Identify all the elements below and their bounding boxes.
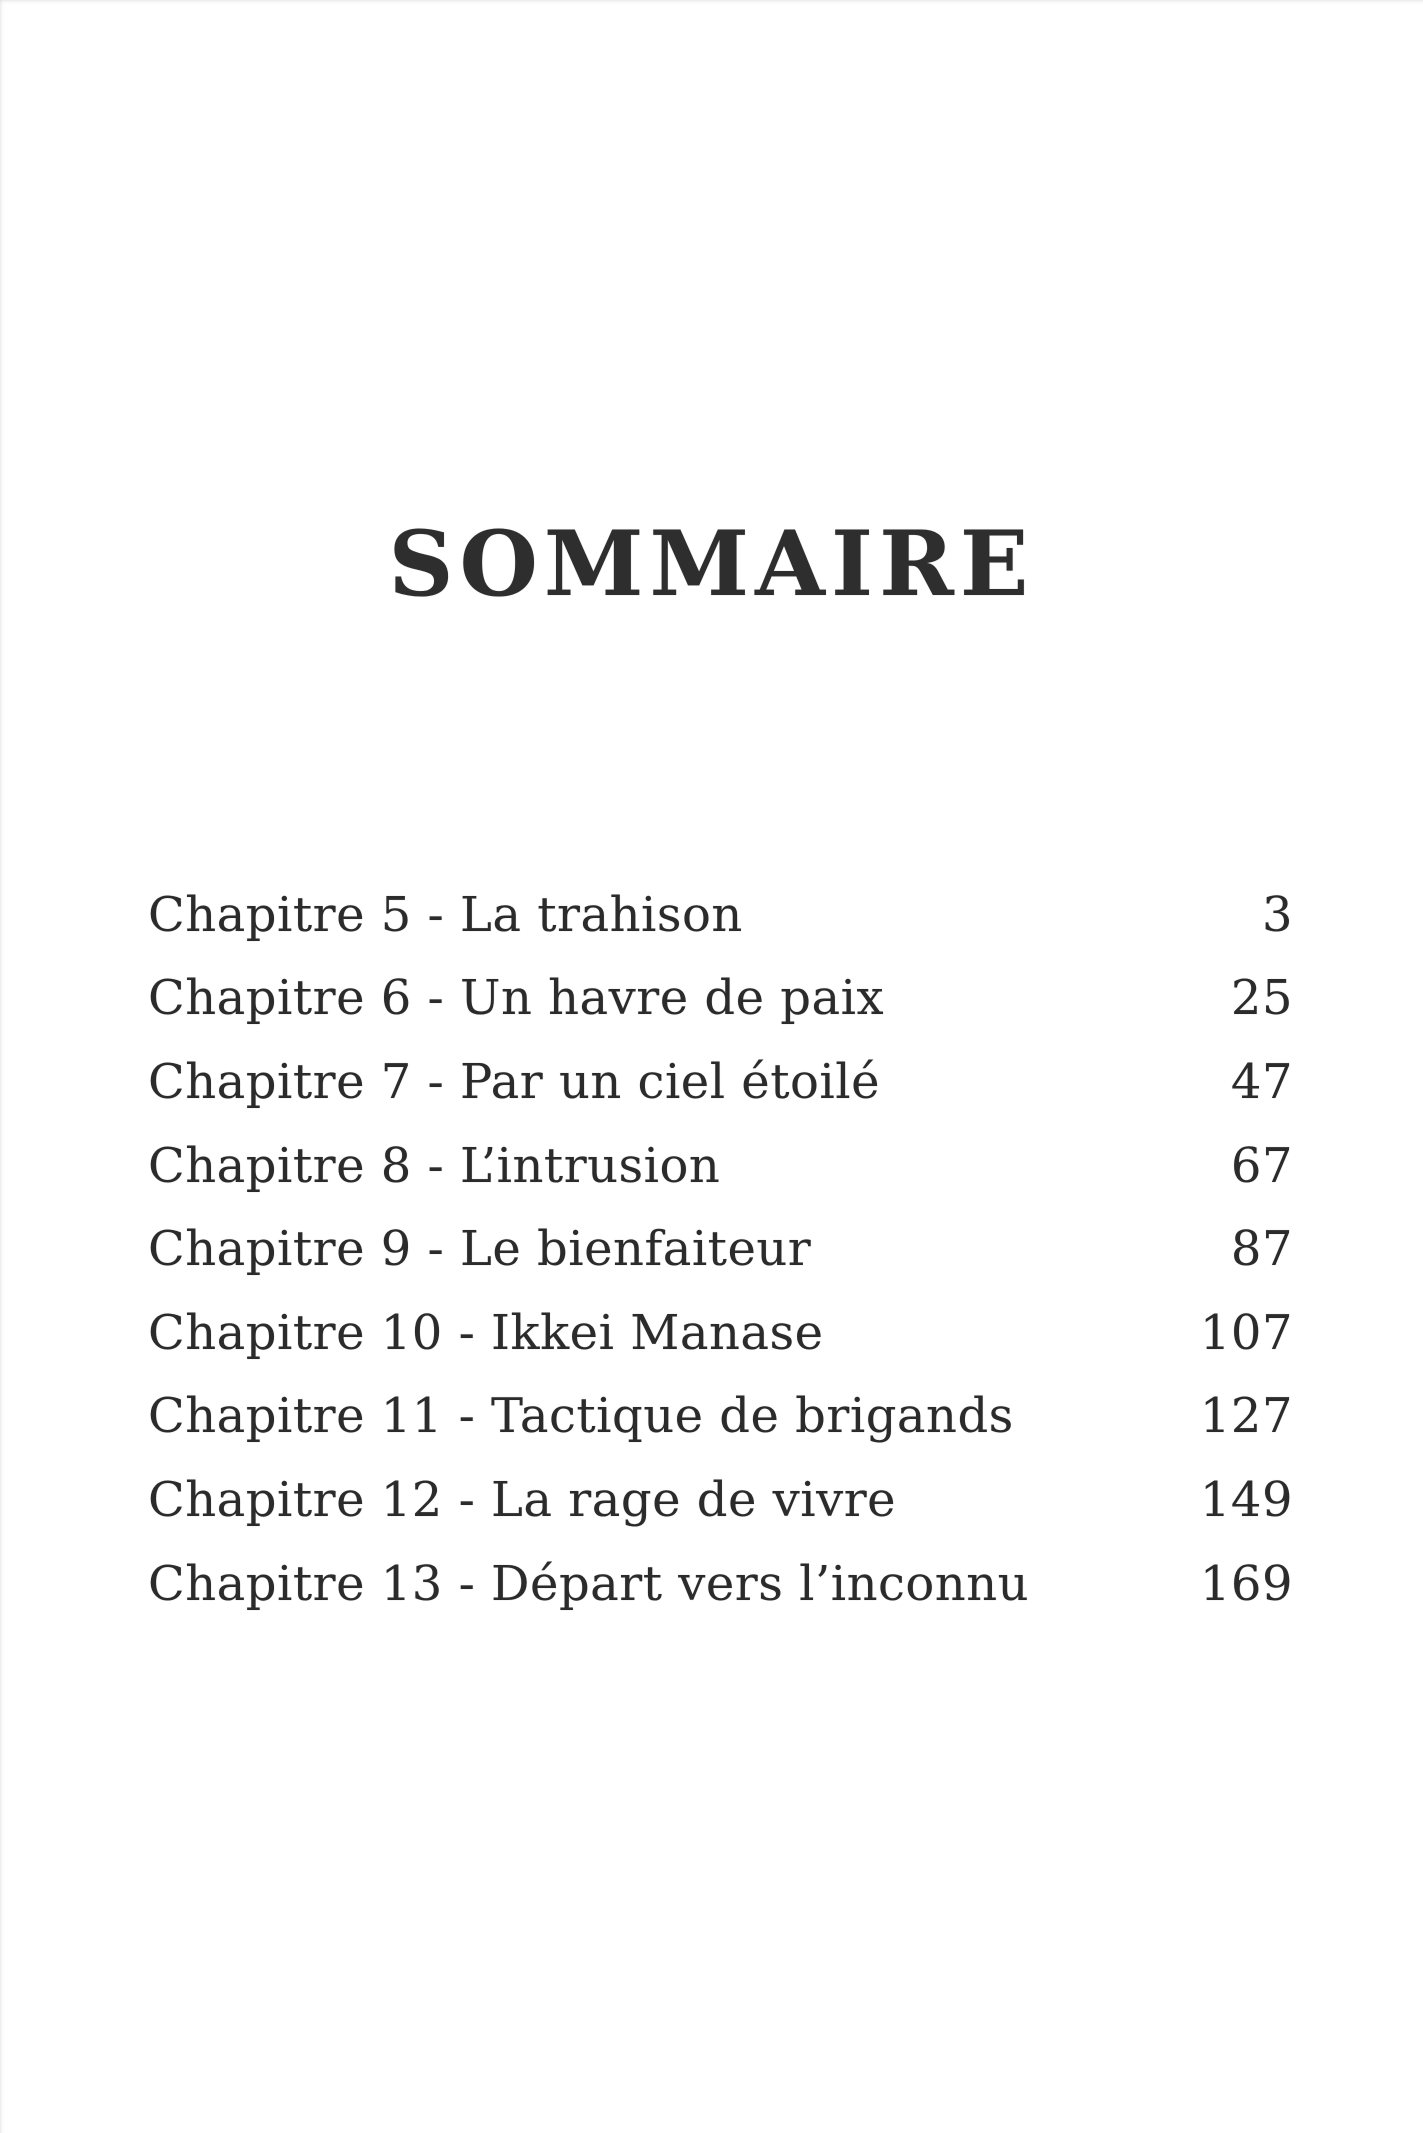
toc-entry-label: Chapitre 6 - Un havre de paix	[148, 970, 885, 1027]
toc-entry-label: Chapitre 10 - Ikkei Manase	[148, 1304, 824, 1361]
toc-entry-page-number: 149	[1199, 1471, 1293, 1528]
toc-entry-label: Chapitre 5 - La trahison	[148, 886, 743, 943]
toc-entry	[148, 873, 1293, 957]
toc-entry-label: Chapitre 7 - Par un ciel étoilé	[148, 1053, 881, 1110]
toc-entry	[148, 1291, 1293, 1375]
toc-entry-label: Chapitre 11 - Tactique de brigands	[148, 1388, 1014, 1445]
toc-entry-label: Chapitre 8 - L’intrusion	[148, 1137, 721, 1194]
toc-entry-page-number: 67	[1230, 1137, 1293, 1194]
toc-list	[148, 873, 1293, 1625]
toc-entry-label: Chapitre 12 - La rage de vivre	[148, 1471, 897, 1528]
toc-entry	[148, 1542, 1293, 1626]
toc-entry-page-number: 127	[1199, 1388, 1293, 1445]
toc-entry-page-number: 47	[1230, 1053, 1293, 1110]
toc-entry	[148, 1458, 1293, 1542]
toc-entry	[148, 957, 1293, 1041]
toc-entry-page-number: 107	[1199, 1304, 1293, 1361]
toc-entry-page-number: 169	[1199, 1555, 1293, 1612]
toc-entry	[148, 1207, 1293, 1291]
toc-entry	[148, 1124, 1293, 1208]
toc-entry-label: Chapitre 9 - Le bienfaiteur	[148, 1221, 812, 1278]
toc-entry-page-number: 3	[1261, 886, 1293, 943]
toc-entry-page-number: 25	[1230, 970, 1293, 1027]
page-title: SOMMAIRE	[388, 511, 1035, 617]
toc-entry-page-number: 87	[1230, 1221, 1293, 1278]
toc-entry-label: Chapitre 13 - Départ vers l’inconnu	[148, 1555, 1030, 1612]
toc-entry	[148, 1040, 1293, 1124]
toc-entry	[148, 1375, 1293, 1459]
